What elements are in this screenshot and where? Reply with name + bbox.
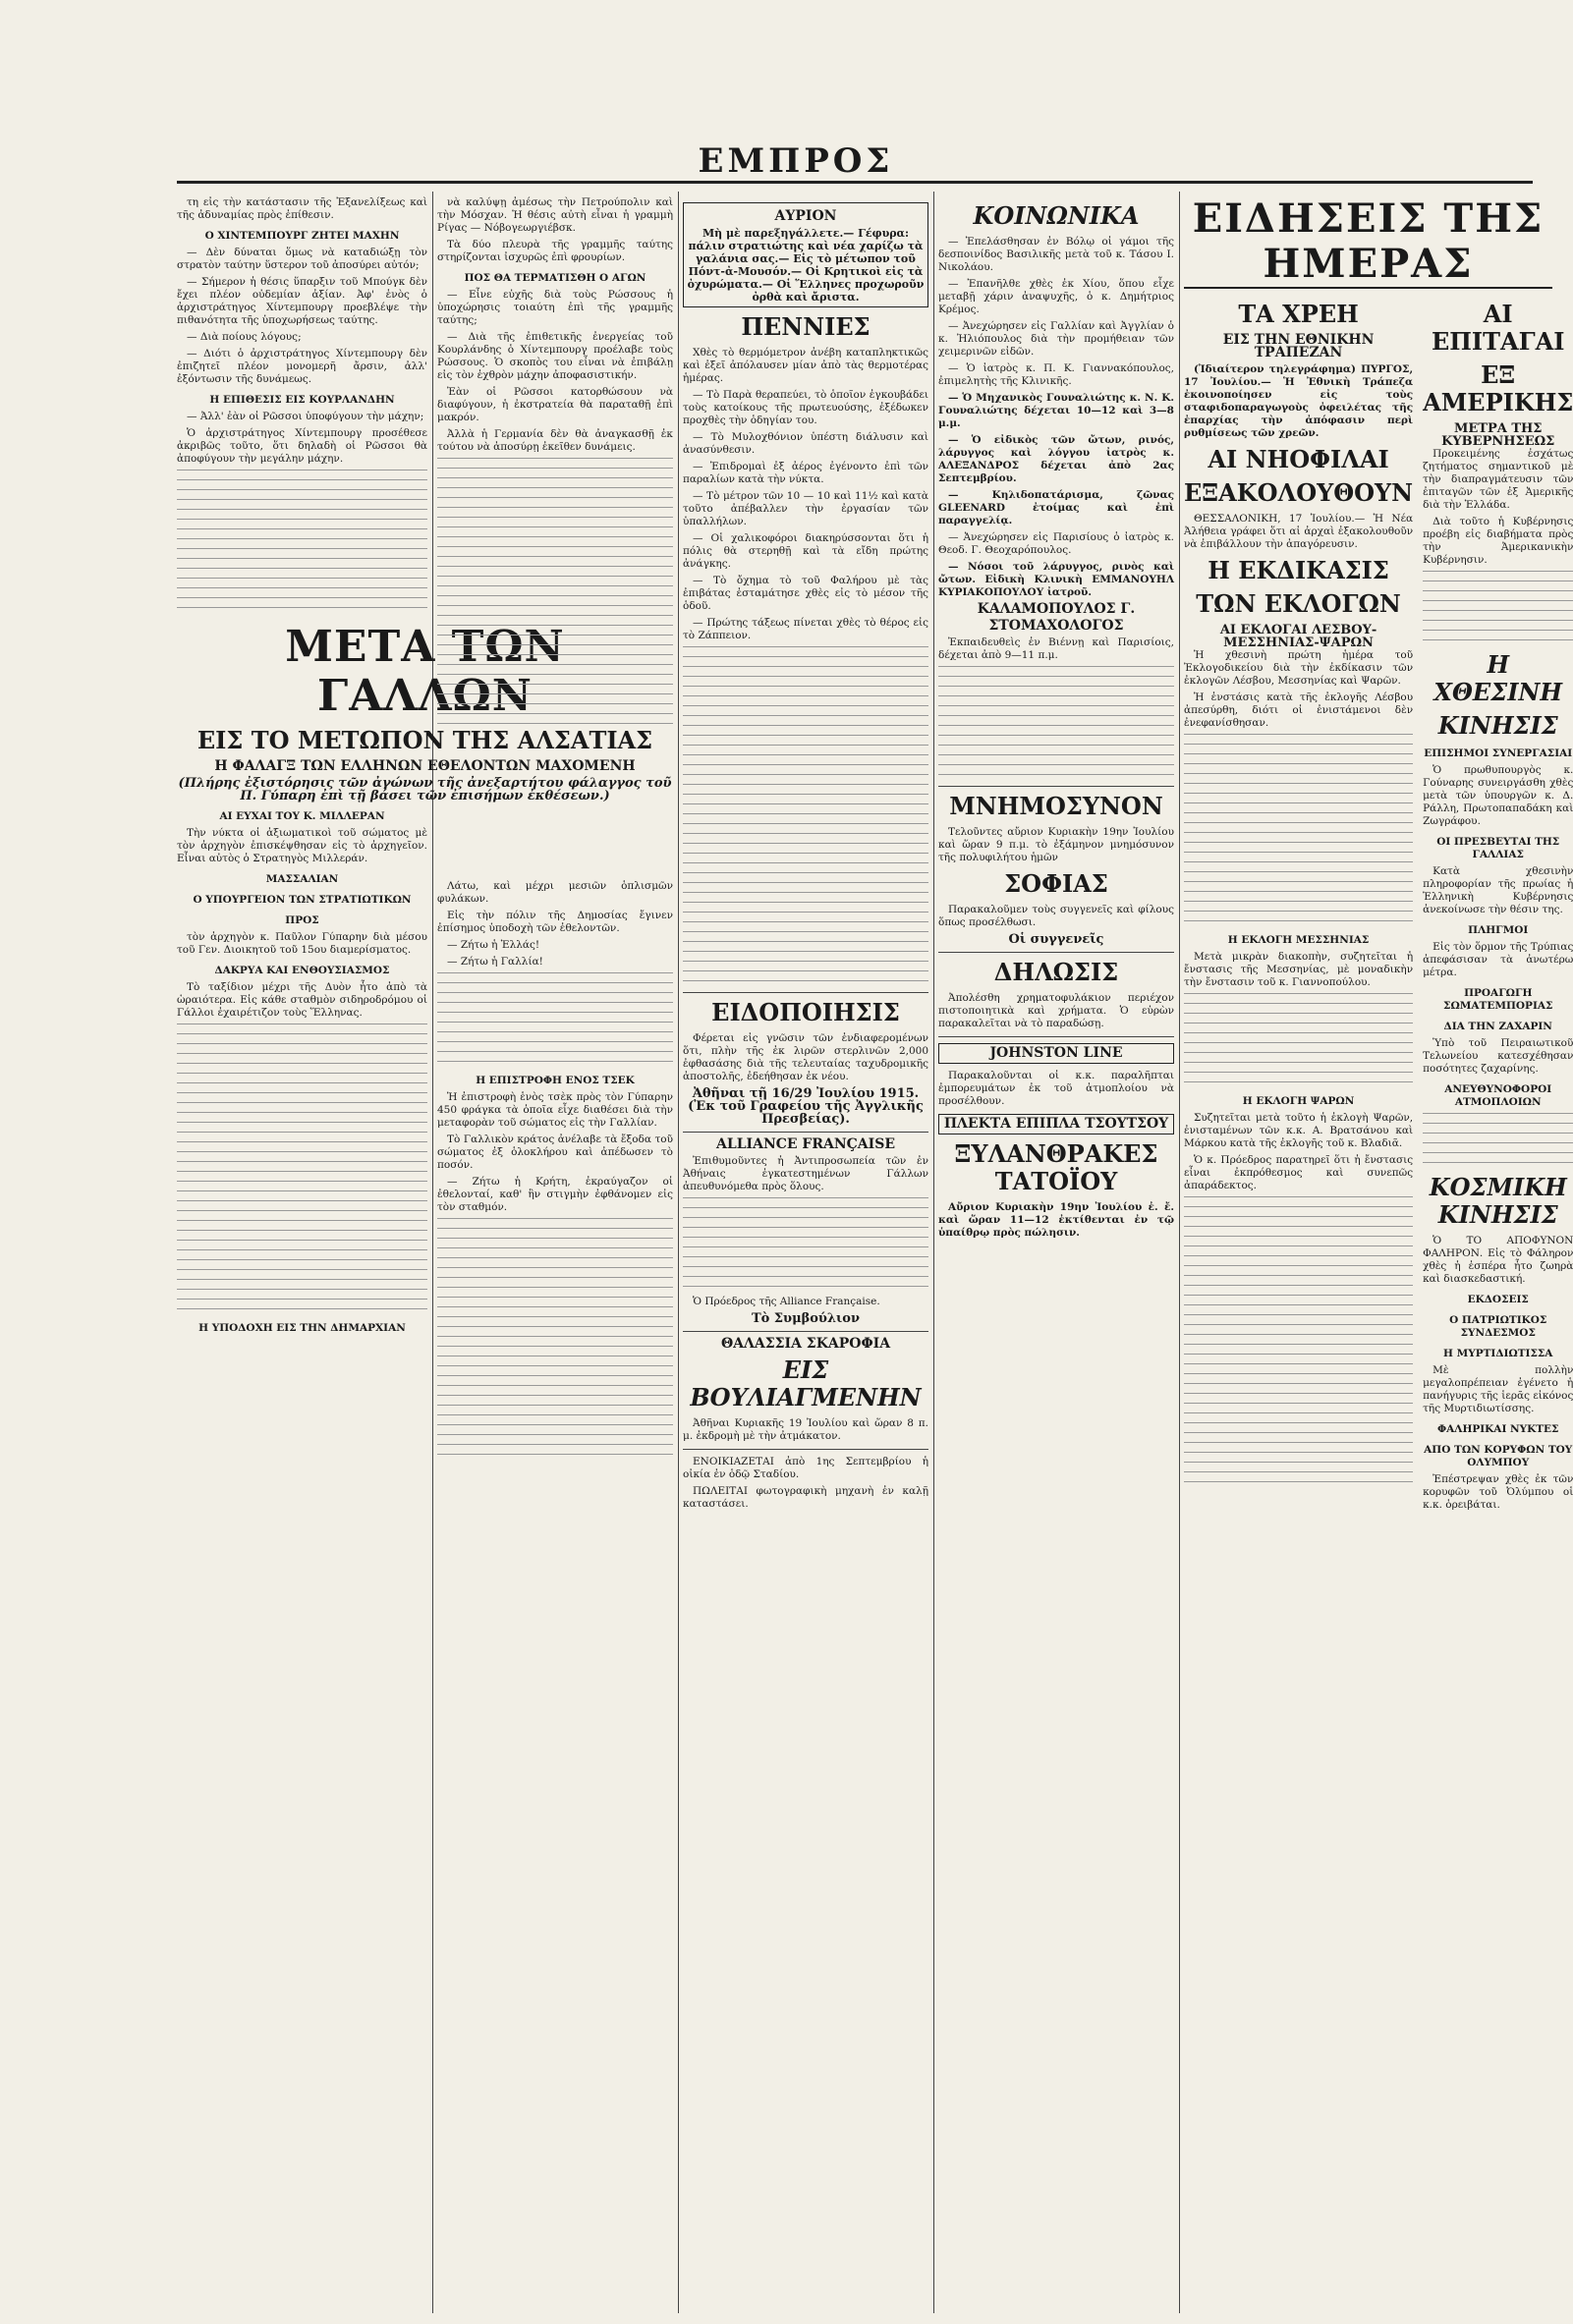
article-paragraph: Μετὰ μικρὰν διακοπὴν, συζητεῖται ἡ ἔνστασις τῆς Μεσσηνίας, μὲ μοναδικὴν τὴν ἔνστασιν τοῦ κ. Γιαννοπούλου. [1184, 951, 1414, 988]
article-paragraph: Τὸ Γαλλικὸν κράτος ἀνέλαβε τὰ ἔξοδα τοῦ σώματος ἐξ ὁλοκλήρου καὶ ἀπέδωσεν τὸ ποσόν. [437, 1134, 673, 1171]
article-paragraph: — Ὁ ἰατρὸς κ. Π. Κ. Γιαννακόπουλος, ἐπιμελητὴς τῆς Κλινικῆς. [938, 362, 1174, 387]
section-heading: ΚΟΣΜΙΚΗ ΚΙΝΗΣΙΣ [1429, 1173, 1567, 1229]
section-heading: ΜΑΣΣΑΛΙΑΝ [265, 873, 339, 885]
signature: Τὸ Συμβούλιον [751, 1311, 861, 1326]
classified-ad: ΠΩΛΕΙΤΑΙ φωτογραφικὴ μηχανὴ ἐν καλῇ καταστάσει. [683, 1485, 928, 1510]
signature: Οἱ συγγενεῖς [1008, 932, 1104, 947]
article-paragraph: — Ἐπανῆλθε χθὲς ἐκ Χίου, ὅπου εἶχε μεταβῇ χάριν ἀναψυχῆς, ὁ κ. Δημήτριος Κρέμος. [938, 278, 1174, 315]
article-paragraph: — Οἱ χαλικοφόροι διακηρύσσονται ὅτι ἡ πόλις θὰ στερηθῇ καὶ τὰ εἴδη πρώτης ἀνάγκης. [683, 532, 928, 570]
text-filler [1423, 571, 1573, 645]
article-paragraph: — Ἀνεχώρησεν εἰς Γαλλίαν καὶ Ἀγγλίαν ὁ κ. Ἠλιόπουλος διὰ τὴν προμήθειαν τῶν χειμερινῶν εἰδῶν. [938, 320, 1174, 358]
section-heading: Η ΕΚΛΟΓΗ ΜΕΣΣΗΝΙΑΣ [1227, 934, 1370, 946]
article-paragraph: Ὁ Πρόεδρος τῆς Alliance Française. [693, 1296, 880, 1307]
text-filler [683, 646, 928, 986]
section-heading: Η ΕΠΙΘΕΣΙΣ ΕΙΣ ΚΟΥΡΛΑΝΔΗΝ [209, 394, 395, 406]
article-paragraph: Ἡ ἐνστάσις κατὰ τῆς ἐκλογῆς Λέσβου ἀπεσύρθη, διότι οἱ ἐνιστάμενοι δὲν ἐνεφανίσθησαν. [1184, 692, 1414, 729]
main-headline: ΜΕΤΑ ΤΩΝ ΓΑΛΛΩΝ [285, 622, 565, 721]
section-heading: ΣΟΦΙΑΣ [1004, 869, 1108, 898]
article-paragraph: Ὁ ΤΟ ΑΠΟΦΥΝΟΝ ΦΑΛΗΡΟΝ. Εἰς τὸ Φάληρον χθὲς ἡ ἐσπέρα ἦτο ζωηρὰ καὶ διασκεδαστική. [1423, 1235, 1573, 1285]
article-paragraph: Παρακαλοῦνται οἱ κ.κ. παραλῆπται ἐμπορευμάτων ἐκ τοῦ ἀτμοπλοίου νὰ προσέλθουν. [938, 1070, 1174, 1107]
article-paragraph: Ἐπέστρεψαν χθὲς ἐκ τῶν κορυφῶν τοῦ Ὀλύμπου οἱ κ.κ. ὁρειβάται. [1423, 1473, 1573, 1511]
article-paragraph: — Ὁ Μηχανικὸς Γουναλιώτης κ. Ν. Κ. Γουναλιώτης δέχεται 10—12 καὶ 3—8 μ.μ. [938, 392, 1174, 429]
article-paragraph: — Ἐπιδρομαὶ ἐξ ἀέρος ἐγένοντο ἐπὶ τῶν παραλίων κατὰ τὴν νύκτα. [683, 461, 928, 485]
text-filler [1184, 993, 1413, 1087]
article-paragraph: Χθὲς τὸ θερμόμετρον ἀνέβη καταπληκτικῶς καὶ ἐξεῖ ἀπόλαυσεν μίαν ἀπὸ τὰς θερμοτέρας ἡμέρας. [683, 347, 928, 384]
text-filler [177, 470, 427, 613]
column-rule [432, 192, 433, 2313]
section-heading: ΟΙ ΠΡΕΣΒΕΥΤΑΙ ΤΗΣ ΓΑΛΛΙΑΣ [1436, 836, 1560, 860]
section-heading: ΕΞΑΚΟΛΟΥΘΟΥΝ [1184, 478, 1414, 507]
section-heading: ΠΡΟΣ [285, 914, 319, 926]
separator [683, 1132, 928, 1133]
article-paragraph: — Ζήτω ἡ Γαλλία! [447, 956, 543, 968]
section-heading: ΑΝΕΥΘΥΝΟΦΟΡΟΙ ΑΤΜΟΠΛΟΙΩΝ [1444, 1083, 1552, 1108]
article-paragraph: ΘΕΣΣΑΛΟΝΙΚΗ, 17 Ἰουλίου.— Ἡ Νέα Ἀλήθεια γράφει ὅτι αἱ ἀρχαὶ ἐξακολουθοῦν νὰ ἐπιβάλλουν τὴν ἀπαγόρευσιν. [1184, 513, 1414, 550]
article-paragraph: Ἐπιθυμοῦντες ἡ Ἀντιπροσωπεία τῶν ἐν Ἀθήναις ἐγκατεστημένων Γάλλων ἀπευθυνόμεθα πρὸς ὅλους. [683, 1155, 928, 1192]
article-paragraph: — Διὰ ποίους λόγους; [187, 331, 302, 343]
article-paragraph: — Τὸ Μυλοχθόνιον ὑπέστη διάλυσιν καὶ ἀνασύνθεσιν. [683, 431, 928, 456]
section-heading: ΤΩΝ ΕΚΛΟΓΩΝ [1196, 589, 1401, 618]
article-paragraph: Τελοῦντες αὔριον Κυριακὴν 19ην Ἰουλίου καὶ ὥραν 9 π.μ. τὸ ἐξάμηνον μνημόσυνον τῆς πολυφιλήτου ἡμῶν [938, 826, 1174, 863]
signature: (Ἐκ τοῦ Γραφείου τῆς Ἀγγλικῆς Πρεσβείας). [688, 1099, 924, 1127]
text-filler [938, 666, 1174, 780]
column-2 [437, 196, 673, 2308]
article-paragraph: Ἀλλὰ ἡ Γερμανία δὲν θὰ ἀναγκασθῇ ἐκ τούτου νὰ ἀποσύρῃ ἐκεῖθεν δυνάμεις. [437, 428, 673, 453]
section-heading: ΑΙ ΝΗΟΦΙΛΑΙ [1208, 445, 1389, 473]
text-filler [1184, 734, 1413, 926]
section-heading: Η ΕΠΙΣΤΡΟΦΗ ΕΝΟΣ ΤΣΕΚ [476, 1075, 635, 1086]
section-deck: ΑΙ ΕΚΛΟΓΑΙ ΛΕΣΒΟΥ-ΜΕΣΣΗΝΙΑΣ-ΨΑΡΩΝ [1219, 623, 1377, 650]
section-heading: ΦΑΛΗΡΙΚΑΙ ΝΥΚΤΕΣ [1437, 1423, 1559, 1435]
article-paragraph: Τὴν νύκτα οἱ ἀξιωματικοὶ τοῦ σώματος μὲ τὸν ἀρχηγὸν ἐπισκέψθησαν εἰς τὸ ἀρχηγεῖον. Εἶναι αὐτὸς ὁ Στρατηγὸς Μιλλεράν. [177, 827, 427, 864]
article-paragraph: Κατὰ χθεσινὴν πληροφορίαν τῆς πρωίας ἡ Ἑλληνικὴ Κυβέρνησις ἀνεκοίνωσε τὴν θέσιν της. [1423, 865, 1573, 915]
article-paragraph: — Τὸ Παρὰ θεραπεύει, τὸ ὁποῖον ἐγκουβάδει τοὺς κατοίκους τῆς πρωτευούσης, ἐξέδωκεν προχθὲς τὴν ὁδηγίαν του. [683, 389, 928, 426]
text-filler [1184, 1196, 1413, 1487]
section-deck: ΜΕΤΡΑ ΤΗΣ ΚΥΒΕΡΝΗΣΕΩΣ [1441, 421, 1555, 449]
advert-box [683, 202, 928, 307]
article-paragraph: — Ὁ εἰδικὸς τῶν ὤτων, ρινός, λάρυγγος καὶ λόγγου ἰατρὸς κ. ΑΛΕΞΑΝΔΡΟΣ δέχεται ἀπὸ 2ας Σεπτεμβρίου. [938, 434, 1174, 484]
section-heading: ΑΙ ΕΥΧΑΙ ΤΟΥ Κ. ΜΙΛΛΕΡΑΝ [219, 810, 385, 822]
section-heading: ΕΞ ΑΜΕΡΙΚΗΣ [1423, 360, 1573, 416]
section-heading: ΚΙΝΗΣΙΣ [1437, 711, 1558, 740]
column-4 [938, 196, 1174, 2308]
section-heading: ΑΠΟ ΤΩΝ ΚΟΡΥΦΩΝ ΤΟΥ ΟΛΥΜΠΟΥ [1424, 1444, 1573, 1468]
section-heading: ΑΙ ΕΠΙΤΑΓΑΙ [1431, 300, 1565, 356]
section-masthead: ΕΙΔΗΣΕΙΣ ΤΗΣ ΗΜΕΡΑΣ [1184, 196, 1552, 289]
article-paragraph: — Τὸ μέτρον τῶν 10 — 10 καὶ 11½ καὶ κατὰ τοῦτο ἀπέβαλλεν τὴν ἐργασίαν τῶν ὑπαλλήλων. [683, 490, 928, 527]
article-paragraph: Ὁ πρωθυπουργὸς κ. Γούναρης συνειργάσθη χθὲς μετὰ τῶν ὑπουργῶν κ. Δ. Ράλλη, Πρωτοπαπαδάκη καὶ Ζωγράφου. [1423, 764, 1573, 827]
article-paragraph: Προκειμένης ἐσχάτως ζητήματος σημαντικοῦ μὲ τὴν διαπραγμάτευσιν τῶν ἐπιταγῶν τῶν ἐξ Ἀμερικῆς διὰ τὴν Ἑλλάδα. [1423, 448, 1573, 511]
article-paragraph: (Ἰδιαίτερον τηλεγράφημα) ΠΥΡΓΟΣ, 17 Ἰουλίου.— Ἡ Ἐθνικὴ Τράπεζα ἐκοινοποίησεν εἰς τοὺς σταφιδοπαραγωγοὺς ὀφειλέτας τῆς ἐπαρχίας τὴν ἀπόφασιν περὶ ρυθμίσεως τῶν χρεῶν. [1184, 363, 1414, 439]
article-paragraph: — Ἀλλ' ἐὰν οἱ Ρῶσσοι ὑποφύγουν τὴν μάχην; [187, 411, 424, 422]
section-heading: Ο ΥΠΟΥΡΓΕΙΟΝ ΤΩΝ ΣΤΡΑΤΙΩΤΙΚΩΝ [193, 894, 412, 906]
main-headline-sub: ΕΙΣ ΤΟ ΜΕΤΩΠΟΝ ΤΗΣ ΑΛΣΑΤΙΑΣ [197, 726, 653, 754]
article-paragraph: Διὰ τοῦτο ἡ Κυβέρνησις προέβη εἰς διαβήματα πρὸς τὴν Ἀμερικανικὴν Κυβέρνησιν. [1423, 516, 1573, 566]
section-heading: ΠΟΣ ΘΑ ΤΕΡΜΑΤΙΣΘΗ Ο ΑΓΩΝ [464, 272, 646, 284]
article-paragraph: Ὑπὸ τοῦ Πειραιωτικοῦ Τελωνείου κατεσχέθησαν ποσότητες ζαχαρίνης. [1423, 1037, 1573, 1075]
section-heading: Ο ΠΑΤΡΙΩΤΙΚΟΣ ΣΥΝΔΕΣΜΟΣ [1449, 1314, 1547, 1339]
article-paragraph: Ἀθῆναι Κυριακῆς 19 Ἰουλίου καὶ ὥραν 8 π. μ. ἐκδρομὴ μὲ τὴν ἀτμάκατον. [683, 1417, 928, 1442]
article-paragraph: νὰ καλύψῃ ἀμέσως τὴν Πετρούπολιν καὶ τὴν Μόσχαν. Ἡ θέσις αὐτὴ εἶναι ἡ γραμμὴ Ρίγας — Νόβογεωργιέβσκ. [437, 196, 673, 234]
advert-box: JOHNSTON LINE [938, 1043, 1174, 1064]
section-heading: ΚΑΛΑΜΟΠΟΥΛΟΣ Γ. [977, 601, 1136, 617]
advert-box: ΠΛΕΚΤΑ ΕΠΙΠΛΑ ΤΣΟΥΤΣΟΥ [938, 1114, 1174, 1134]
text-filler [437, 972, 673, 1067]
article-paragraph: Ἐὰν οἱ Ρῶσσοι κατορθώσουν νὰ διαφύγουν, ἡ ἐκστρατεία θὰ παραταθῇ ἐπὶ μακρόν. [437, 386, 673, 423]
headline-note: (Πλήρης ἐξιστόρησις τῶν ἀγώνων τῆς ἀνεξαρτήτου φάλαγγος τοῦ Π. Γύπαρη ἐπὶ τῇ βάσει τῶν ἐπισήμων ἐκθέσεων.) [178, 776, 672, 803]
column-5 [1184, 195, 1573, 2308]
classified-ad: ΕΝΟΙΚΙΑΖΕΤΑΙ ἀπὸ 1ης Σεπτεμβρίου ἡ οἰκία ἐν ὁδῷ Σταδίου. [683, 1456, 928, 1480]
section-heading: ΞΥΛΑΝΘΡΑΚΕΣ ΤΑΤΟΪΟΥ [954, 1139, 1158, 1195]
article-paragraph: Μὲ πολλὴν μεγαλοπρέπειαν ἐγένετο ἡ πανήγυρις τῆς ἱερᾶς εἰκόνος τῆς Μυρτιδιωτίσσης. [1423, 1364, 1573, 1414]
section-heading: Η ΜΥΡΤΙΔΙΩΤΙΣΣΑ [1443, 1348, 1553, 1359]
masthead-rule [177, 181, 1533, 184]
article-paragraph: τὸν ἀρχηγὸν κ. Παῦλον Γύπαρην διὰ μέσου τοῦ Γεν. Διοικητοῦ τοῦ 15ου διαμερίσματος. [177, 931, 427, 956]
advert-title: ΑΥΡΙΟΝ [774, 208, 837, 224]
column-rule [933, 192, 934, 2313]
article-paragraph: — Νόσοι τοῦ λάρυγγος, ρινὸς καὶ ὤτων. Εἰδικὴ Κλινικὴ ΕΜΜΑΝΟΥΗΛ ΚΥΡΙΑΚΟΠΟΥΛΟΥ ἰατροῦ. [938, 561, 1174, 598]
signature: Ἀθῆναι τῇ 16/29 Ἰουλίου 1915. [692, 1086, 920, 1101]
section-heading: ΠΛΗΓΜΟΙ [1468, 924, 1529, 936]
separator [683, 1449, 928, 1450]
section-heading: ΕΠΙΣΗΜΟΙ ΣΥΝΕΡΓΑΣΙΑΙ [1424, 747, 1573, 759]
article-paragraph: Αὔριον Κυριακὴν 19ην Ἰουλίου ἐ. ἔ. καὶ ὥραν 11—12 ἐκτίθενται ἐν τῷ ὑπαίθρῳ πρὸς πώλησιν. [938, 1201, 1174, 1239]
article-paragraph: τη εἰς τὴν κατάστασιν τῆς Ἐξανελίξεως καὶ τῆς ἀδυναμίας πρὸς ἐπίθεσιν. [177, 196, 427, 221]
article-paragraph: Ἐκπαιδευθεὶς ἐν Βιέννῃ καὶ Παρισίοις, δέχεται ἀπὸ 9—11 π.μ. [938, 636, 1174, 661]
article-paragraph: Ὁ ἀρχιστράτηγος Χίντεμπουργ προσέθεσε ἀκριβῶς τοῦτο, ὅτι δηλαδὴ οἱ Ρῶσσοι θὰ ἀποφύγουν τὴν μεγάλην μάχην. [177, 427, 427, 465]
section-heading: ΠΕΝΝΙΕΣ [741, 312, 871, 341]
article-paragraph: Ἡ ἐπιστροφὴ ἑνὸς τσὲκ πρὸς τὸν Γύπαρην 450 φράγκα τὰ ὁποῖα εἶχε διαθέσει διὰ τὴν μεταφορὰν τοῦ σώματος εἰς τὴν Γαλλίαν. [437, 1091, 673, 1129]
article-paragraph: Τὸ ταξίδιον μέχρι τῆς Δυὸν ἦτο ἀπὸ τὰ ὡραιότερα. Εἰς κάθε σταθμὸν σιδηροδρόμου οἱ Γάλλοι ἐχαιρέτιζον τοὺς Ἕλληνας. [177, 981, 427, 1019]
article-paragraph: — Δὲν δύναται ὅμως νὰ καταδιώξῃ τὸν στρατὸν ταύτην ὕστερον τοῦ ἀποσύρει αὐτόν; [177, 247, 427, 271]
section-heading: Ο ΧΙΝΤΕΜΠΟΥΡΓ ΖΗΤΕΙ ΜΑΧΗΝ [204, 230, 400, 242]
section-heading: ΔΗΛΩΣΙΣ [993, 958, 1119, 986]
section-heading: Η ΥΠΟΔΟΧΗ ΕΙΣ ΤΗΝ ΔΗΜΑΡΧΙΑΝ [198, 1322, 406, 1334]
article-paragraph: Εἰς τὴν πόλιν τῆς Δημοσίας ἔγινεν ἐπίσημος ὑποδοχὴ τῶν ἐθελοντῶν. [437, 910, 673, 934]
article-paragraph: — Τὸ ὄχημα τὸ τοῦ Φαλήρου μὲ τὰς ἐπιβάτας ἐσταμάτησε χθὲς εἰς τὸ μέσον τῆς ὁδοῦ. [683, 575, 928, 612]
section-heading: Η ΧΘΕΣΙΝΗ [1433, 650, 1563, 706]
separator [938, 786, 1174, 787]
section-heading: ΜΝΗΜΟΣΥΝΟΝ [949, 792, 1163, 820]
section-heading: ΕΚΔΟΣΕΙΣ [1467, 1294, 1529, 1305]
section-heading: ΔΑΚΡΥΑ ΚΑΙ ΕΝΘΟΥΣΙΑΣΜΟΣ [214, 965, 390, 976]
subcolumn-right [1423, 295, 1573, 1516]
advert-text: Μὴ μὲ παρεξηγάλλετε.— Γέφυρα: πάλιν στρατιώτης καὶ νέα χαρίζω τὰ γαλάνια σας.— Εἰς τὸ μέτωπον τοῦ Πόντ-ἀ-Μουσόν.— Οἱ Κρητικοὶ εἰς τὰ ὀχυρώματα.— Οἱ Ἕλληνες προχωροῦν ὀρθὰ καὶ ἄριστα. [687, 227, 925, 304]
section-heading: ΘΑΛΑΣΣΙΑ ΣΚΑΡΟΦΙΑ [720, 1336, 891, 1352]
section-heading: ALLIANCE FRANÇAISE [715, 1136, 895, 1152]
article-paragraph: Ἡ χθεσινὴ πρώτη ἡμέρα τοῦ Ἐκλογοδικείου διὰ τὴν ἐκδίκασιν τῶν ἐκλογῶν Λέσβου, Μεσσηνίας καὶ Ψαρῶν. [1184, 649, 1414, 687]
subcolumn-left [1184, 295, 1413, 1516]
article-paragraph: — Ζήτω ἡ Κρήτη, ἐκραύγαζον οἱ ἐθελονταί, καθ' ἣν στιγμὴν ἐφθάνομεν εἰς τὸν σταθμόν. [437, 1176, 673, 1213]
section-heading: ΠΡΟΑΓΩΓΗ ΣΩΜΑΤΕΜΠΟΡΙΑΣ [1443, 987, 1553, 1012]
separator [683, 992, 928, 993]
text-filler [177, 1024, 427, 1314]
article-paragraph: Λάτω, καὶ μέχρι μεσιῶν ὁπλισμῶν φυλάκων. [437, 880, 673, 905]
column-rule [678, 192, 679, 2313]
article-paragraph: — Ἐπελάσθησαν ἐν Βόλῳ οἱ γάμοι τῆς δεσποινίδος Βασιλικῆς μετὰ τοῦ κ. Τάσου Ι. Νικολάου. [938, 236, 1174, 273]
article-paragraph: Εἰς τὸν ὅρμον τῆς Τρύπιας ἀπεφάσισαν τὰ ἀνωτέρω μέτρα. [1423, 941, 1573, 978]
article-paragraph: — Διὰ τῆς ἐπιθετικῆς ἐνεργείας τοῦ Κουρλάνδης ὁ Χίντεμπουργ προέλαβε τοὺς Ρώσσους. Ὁ σκοπὸς του εἶναι νὰ ἐπιβάλῃ εἰς τὸν ἐχθρὸν μάχην ἀποφασιστικήν. [437, 331, 673, 381]
article-paragraph: — Σήμερον ἡ θέσις ὕπαρξιν τοῦ Μπούγκ δὲν ἔχει πλέον οὐδεμίαν ἀξίαν. Ἀφ' ἑνὸς ὁ ἀρχιστράτηγος Χίντεμπουργ προεβλέψε τὴν πιθανότητα τῆς ὑποχωρήσεως ταύτης. [177, 276, 427, 326]
text-filler [437, 458, 673, 729]
section-heading: ΕΙΣ ΤΗΝ ΕΘΝΙΚΗΝ ΤΡΑΠΕΖΑΝ [1222, 332, 1375, 360]
section-heading: ΣΤΟΜΑΧΟΛΟΓΟΣ [988, 618, 1124, 634]
column-rule [1179, 192, 1180, 2313]
section-heading: ΕΙΣ ΒΟΥΛΙΑΓΜΕΝΗΝ [690, 1356, 922, 1411]
section-heading: ΕΙΔΟΠΟΙΗΣΙΣ [711, 998, 900, 1026]
article-paragraph: Φέρεται εἰς γνῶσιν τῶν ἐνδιαφερομένων ὅτι, πλὴν τῆς ἐκ λιρῶν στερλινῶν 2,000 ἐφθασάσης διὰ τῆς τελευταίας ταχυδρομικῆς ἀποστολῆς, ἐδεήθησαν ἐκ νέου. [683, 1032, 928, 1082]
article-paragraph: — Κηλιδοπατάρισμα, ζῶνας GLEENARD ἐτοίμας καὶ ἐπὶ παραγγελίᾳ. [938, 489, 1174, 526]
text-filler [683, 1197, 928, 1292]
section-heading: Η ΕΚΛΟΓΗ ΨΑΡΩΝ [1242, 1095, 1355, 1107]
headline-deck: Η ΦΑΛΑΓΞ ΤΩΝ ΕΛΛΗΝΩΝ ΕΘΕΛΟΝΤΩΝ ΜΑΧΟΜΕΝΗ [214, 758, 636, 774]
section-heading: ΔΙΑ ΤΗΝ ΖΑΧΑΡΙΝ [1443, 1021, 1552, 1032]
article-paragraph: Ὁ κ. Πρόεδρος παρατηρεῖ ὅτι ἡ ἔνστασις εἶναι ἐκπρόθεσμος καὶ συνεπῶς ἀπαράδεκτος. [1184, 1154, 1414, 1191]
text-filler [1423, 1113, 1573, 1168]
separator [683, 1331, 928, 1332]
text-filler [437, 1218, 673, 1460]
separator [938, 1036, 1174, 1037]
article-paragraph: — Διότι ὁ ἀρχιστράτηγος Χίντεμπουργ δὲν ἐπιζητεῖ πλέον μονομερῆ ἄρσιν, ἀλλ' ἐξόντωσιν τῆς δυνάμεως. [177, 348, 427, 385]
section-heading: ΤΑ ΧΡΕΗ [1238, 300, 1359, 328]
two-column-block [1184, 295, 1573, 1516]
section-heading: ΚΟΙΝΩΝΙΚΑ [973, 201, 1140, 230]
newspaper-title: ΕΜΠΡΟΣ [698, 141, 894, 181]
column-3 [683, 196, 928, 2308]
article-paragraph: Παρακαλοῦμεν τοὺς συγγενεῖς καὶ φίλους ὅπως προσέλθωσι. [938, 904, 1174, 928]
article-paragraph: — Πρώτης τάξεως πίνεται χθὲς τὸ θέρος εἰς τὸ Ζάππειον. [683, 617, 928, 641]
masthead [0, 138, 1572, 185]
section-heading: Η ΕΚΔΙΚΑΣΙΣ [1208, 556, 1389, 584]
article-paragraph: Ἀπολέσθη χρηματοφυλάκιον περιέχον πιστοποιητικὰ καὶ χρήματα. Ὁ εὑρὼν παρακαλεῖται νὰ τὸ παραδώσῃ. [938, 992, 1174, 1029]
article-paragraph: — Ἀνεχώρησεν εἰς Παρισίους ὁ ἰατρὸς κ. Θεοδ. Γ. Θεοχαρόπουλος. [938, 531, 1174, 556]
article-paragraph: — Ζήτω ἡ Ἑλλάς! [447, 939, 540, 951]
article-paragraph: Τὰ δύο πλευρὰ τῆς γραμμῆς ταύτης στηρίζονται ἰσχυρῶς ἐπὶ φρουρίων. [437, 239, 673, 263]
article-paragraph: — Εἶνε εὐχῆς διὰ τοὺς Ρώσσους ἡ ὑποχώρησις τοιαύτη ἐπὶ τῆς γραμμῆς ταύτης; [437, 289, 673, 326]
separator [938, 952, 1174, 953]
article-paragraph: Συζητεῖται μετὰ τοῦτο ἡ ἐκλογὴ Ψαρῶν, ἐνισταμένων τῶν κ.κ. Α. Βρατσάνου καὶ Μάρκου κατὰ τῆς ἐκλογῆς τοῦ κ. Βλαδιᾶ. [1184, 1112, 1414, 1149]
